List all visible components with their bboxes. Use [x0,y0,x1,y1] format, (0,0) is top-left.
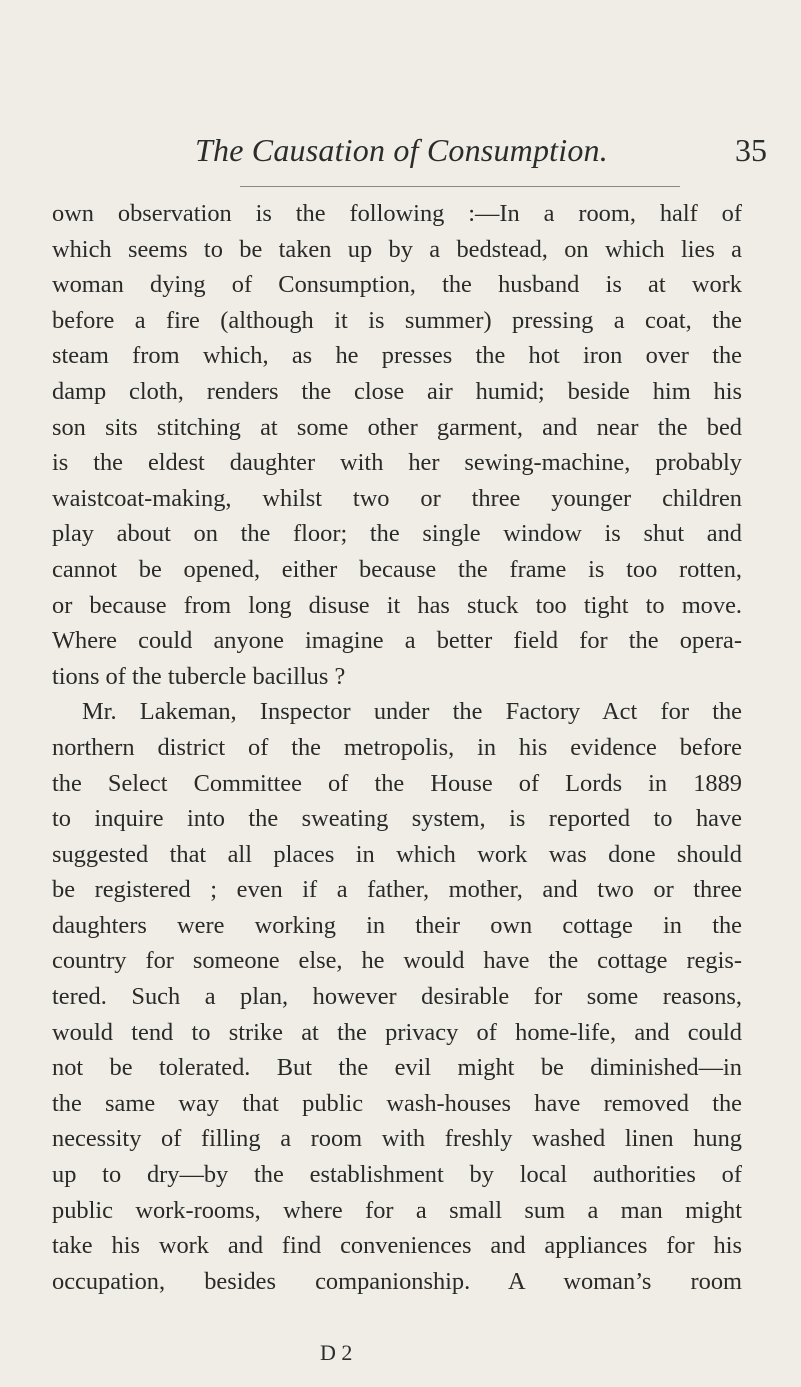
page-number: 35 [735,132,767,168]
text-line: to inquire into the sweating system, is reported to have [52,805,742,833]
text-line: daughters were working in their own cottage in the [52,911,742,939]
text-line: the Select Committee of the House of Lords in 1889 [52,769,742,797]
text-line: up to dry—by the establishment by local authorities of [52,1161,742,1189]
text-line: Mr. Lakeman, Inspector under the Factory Act for the [82,698,742,726]
text-line: take his work and find conveniences and appliances for his [52,1232,742,1260]
text-line: the same way that public wash-houses have removed the [52,1089,742,1117]
text-line: cannot be opened, either because the frame is too rotten, [52,555,742,583]
text-line: country for someone else, he would have the cottage regis- [52,947,742,975]
text-line: tered. Such a plan, however desirable for some reasons, [52,983,742,1011]
text-line: northern district of the metropolis, in his evidence before [52,733,742,761]
text-line: Where could anyone imagine a better field for the opera- [52,627,742,655]
text-line: damp cloth, renders the close air humid; beside him his [52,377,742,405]
header-rule [240,186,680,187]
signature-mark: D 2 [320,1340,353,1365]
text-line: steam from which, as he presses the hot iron over the [52,342,742,370]
text-line: woman dying of Consumption, the husband is at work [52,271,742,299]
running-head [0,132,801,172]
text-line: or because from long disuse it has stuck too tight to move. [52,591,742,619]
text-line: public work-rooms, where for a small sum a man might [52,1196,742,1224]
body-text [52,196,742,1299]
text-line: be registered ; even if a father, mother, and two or three [52,876,742,904]
text-line: necessity of filling a room with freshly washed linen hung [52,1125,742,1153]
text-line: before a fire (although it is summer) pressing a coat, the [52,306,742,334]
text-line: waistcoat-making, whilst two or three younger children [52,484,742,512]
text-line: own observation is the following :—In a room, half of [52,200,742,227]
text-line: son sits stitching at some other garment, and near the bed [52,413,742,441]
text-line: would tend to strike at the privacy of home-life, and could [52,1018,742,1046]
text-line: which seems to be taken up by a bedstead, on which lies a [52,235,742,263]
text-line: suggested that all places in which work was done should [52,840,742,868]
text-line: occupation, besides companionship. A woman’s room [52,1267,742,1295]
text-line: is the eldest daughter with her sewing-machine, probably [52,449,742,477]
running-title: The Causation of Consumption. [195,132,608,168]
text-line: tions of the tubercle bacillus ? [52,662,346,690]
text-line: play about on the floor; the single window is shut and [52,520,742,548]
text-line: not be tolerated. But the evil might be diminished—in [52,1054,742,1082]
